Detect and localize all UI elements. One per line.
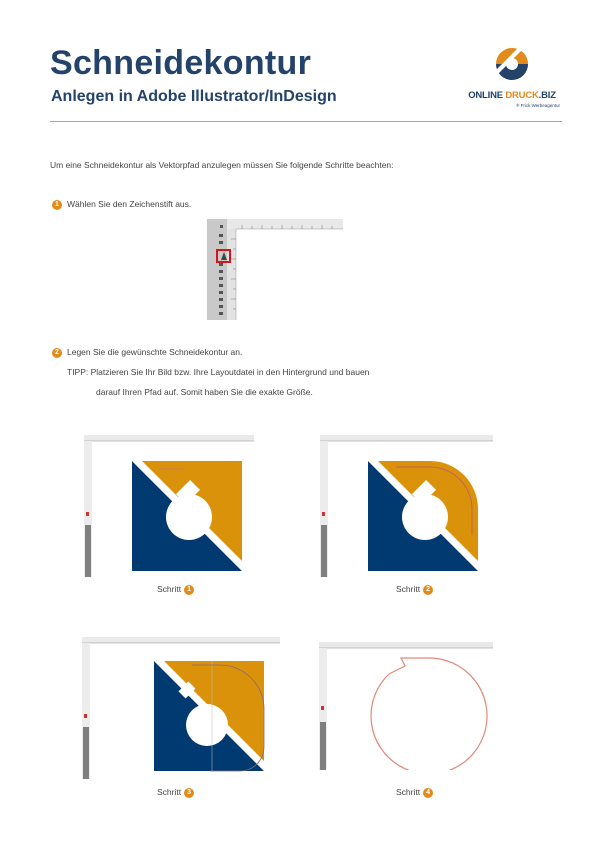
page-title: Schneidekontur xyxy=(50,44,312,82)
step-2-text: Legen Sie die gewünschte Schneidekontur an. xyxy=(67,347,243,357)
caption-step-3: Schritt 3 xyxy=(157,787,194,798)
step-1-text: Wählen Sie den Zeichenstift aus. xyxy=(67,199,192,209)
step-3-screenshot xyxy=(82,637,280,779)
logo-mark-icon xyxy=(494,46,530,82)
step-number-badge: 1 xyxy=(184,585,194,595)
intro-text: Um eine Schneidekontur als Vektorpfad anzulegen müssen Sie folgende Schritte beachten: xyxy=(50,160,394,170)
step-1-screenshot xyxy=(84,435,254,577)
caption-step-4: Schritt 4 xyxy=(396,787,433,798)
caption-step-1: Schritt 1 xyxy=(157,584,194,595)
step-number-badge: 1 xyxy=(52,200,62,210)
logo-tagline: ® Frick Werbeagentur xyxy=(516,103,560,108)
page-subtitle: Anlegen in Adobe Illustrator/InDesign xyxy=(51,88,337,105)
step-3-image xyxy=(82,637,280,779)
brand-logo xyxy=(462,46,562,122)
step-2-image xyxy=(320,435,493,577)
step-2 xyxy=(52,347,242,358)
step-1 xyxy=(52,199,191,210)
logo-wordmark: ONLINE DRUCK.BIZ xyxy=(468,90,556,101)
illustrator-toolbar-image xyxy=(207,219,343,320)
step-1-image xyxy=(84,435,254,577)
step-number-badge: 3 xyxy=(184,788,194,798)
header-divider xyxy=(50,121,562,122)
step-number-badge: 2 xyxy=(52,348,62,358)
toolbar-screenshot xyxy=(207,219,343,320)
caption-step-2: Schritt 2 xyxy=(396,584,433,595)
tip-line-1: TIPP: Platzieren Sie Ihr Bild bzw. Ihre Layoutdatei in den Hintergrund und bauen xyxy=(67,367,370,377)
tip-line-2: darauf Ihren Pfad auf. Somit haben Sie die exakte Größe. xyxy=(96,387,313,397)
step-number-badge: 4 xyxy=(423,788,433,798)
step-4-image xyxy=(319,642,493,770)
step-number-badge: 2 xyxy=(423,585,433,595)
step-2-screenshot xyxy=(320,435,493,577)
step-4-screenshot xyxy=(319,642,493,770)
